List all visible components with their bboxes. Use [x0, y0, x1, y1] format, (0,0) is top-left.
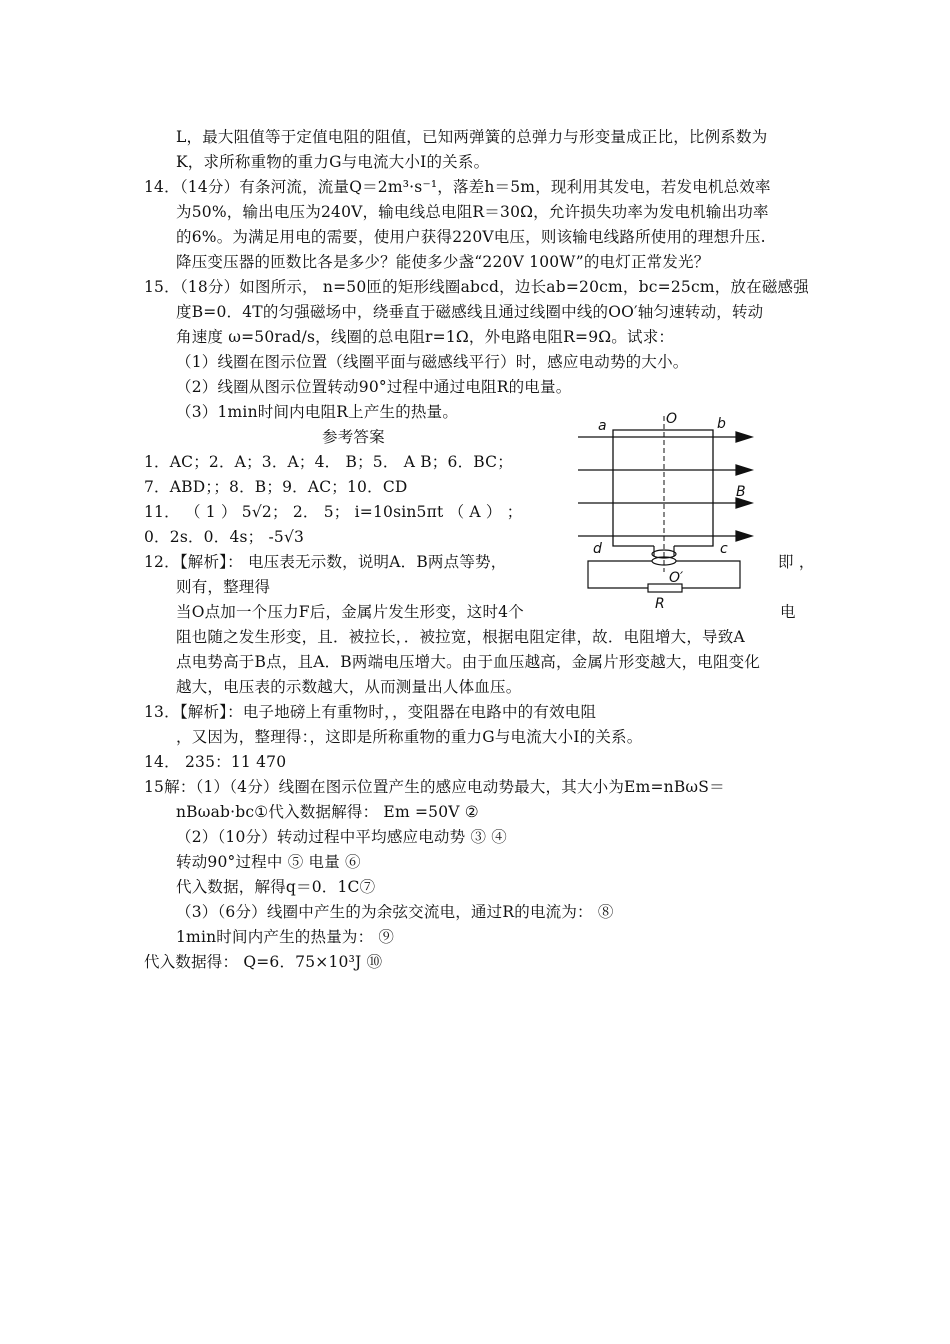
section-title-answers: 参考答案 — [322, 428, 385, 446]
text-line: L，最大阻值等于定值电阻的阻值，已知两弹簧的总弹力与形变量成正比，比例系数为 — [176, 128, 768, 146]
label-d: d — [593, 541, 602, 557]
text-line: 1min时间内产生的热量为： ⑨ — [176, 928, 395, 946]
text-line: 代入数据得： Q=6．75×10³J ⑩ — [144, 953, 383, 971]
question-15: 15．（18分）如图所示， n=50匝的矩形线圈abcd，边长ab=20cm，bc=25cm，放在磁感强 — [144, 278, 809, 296]
text-line: nBωab·bc①代入数据解得： Em =50V ② — [176, 803, 479, 821]
answer-15: 15解：（1）（4分）线圈在图示位置产生的感应电动势最大，其大小为Em=nBωS＝ — [144, 778, 725, 796]
label-a: a — [598, 418, 607, 434]
text-line: 当O点加一个压力F后，金属片发生形变，这时4个 — [176, 603, 524, 621]
text-line: （1）线圈在图示位置（线圈平面与磁感线平行）时，感应电动势的大小。 — [176, 353, 689, 371]
text-line: 为50%，输出电压为240V，输电线总电阻R＝30Ω，允许损失功率为发电机输出功率 — [176, 203, 769, 221]
label-c: c — [720, 541, 728, 557]
text-line: 角速度 ω=50rad/s，线圈的总电阻r=1Ω，外电路电阻R=9Ω。试求： — [176, 328, 675, 346]
text-line: 阻也随之发生形变，且．被拉长，．被拉宽，根据电阻定律，故．电阻增大，导致A — [176, 628, 745, 646]
answer-line: 7．ABD；；8．B；9．AC；10．CD — [144, 478, 408, 496]
coil-abcd — [613, 430, 713, 546]
text-line: （2）线圈从图示位置转动90°过程中通过电阻R的电量。 — [176, 378, 572, 396]
question-14: 14．（14分）有条河流，流量Q＝2m³·s⁻¹，落差h＝5m，现利用其发电，若发电机总效率 — [144, 178, 771, 196]
answer-14: 14． 235：11 470 — [144, 753, 287, 771]
text-line: K，求所称重物的重力G与电流大小I的关系。 — [176, 153, 490, 171]
coil-in-magnetic-field-figure — [578, 410, 758, 610]
answer-line: 0．2s．0．4s； -5√3 — [144, 528, 305, 546]
external-circuit — [588, 561, 652, 588]
answer-line: 1．AC；2．A；3．A；4． B；5． A B；6．BC； — [144, 453, 513, 471]
label-b: b — [717, 416, 726, 432]
arrow-icon — [736, 465, 752, 475]
text-line: ，又因为，整理得：，这即是所称重物的重力G与电流大小I的关系。 — [176, 728, 643, 746]
arrow-icon — [736, 531, 752, 541]
text-line: （3）1min时间内电阻R上产生的热量。 — [176, 403, 459, 421]
text-line: （2）（10分）转动过程中平均感应电动势 ③ ④ — [176, 828, 507, 846]
text-line: 转动90°过程中 ⑤ 电量 ⑥ — [176, 853, 361, 871]
arrow-icon — [736, 432, 752, 442]
text-line: （3）（6分）线圈中产生的为余弦交流电，通过R的电流为： ⑧ — [176, 903, 614, 921]
label-B: B — [736, 484, 746, 500]
answer-13: 13．【解析】：电子地磅上有重物时，，变阻器在电路中的有效电阻 — [144, 703, 597, 721]
text-line: 度B=0．4T的匀强磁场中，绕垂直于磁感线且通过线圈中线的OO′轴匀速转动，转动 — [176, 303, 764, 321]
answer-line-tail: 即 ， — [778, 553, 815, 571]
text-line: 的6%。为满足用电的需要，使用户获得220V电压，则该输电线路所使用的理想升压. — [176, 228, 766, 246]
label-Oprime: O′ — [669, 570, 684, 586]
label-O: O — [666, 411, 678, 427]
label-R: R — [655, 596, 665, 610]
text-line: 代入数据，解得q＝0．1C⑦ — [176, 878, 376, 896]
text-line: 点电势高于B点，且A．B两端电压增大。由于血压越高，金属片形变越大，电阻变化 — [176, 653, 761, 671]
external-circuit — [676, 561, 740, 588]
answer-line-tail: 电 — [780, 603, 796, 621]
answer-12-start: 12．【解析】： 电压表无示数，说明A．B两点等势， — [144, 553, 507, 571]
text-line: 则有，整理得 — [176, 578, 271, 596]
text-line: 降压变压器的匝数比各是多少？能使多少盏“220V 100W”的电灯正常发光？ — [176, 253, 710, 271]
text-line: 越大，电压表的示数越大，从而测量出人体血压。 — [176, 678, 522, 696]
answer-line: 11． （ 1 ） 5√2； 2． 5； i=10sin5πt （ A ） ； — [144, 503, 523, 521]
